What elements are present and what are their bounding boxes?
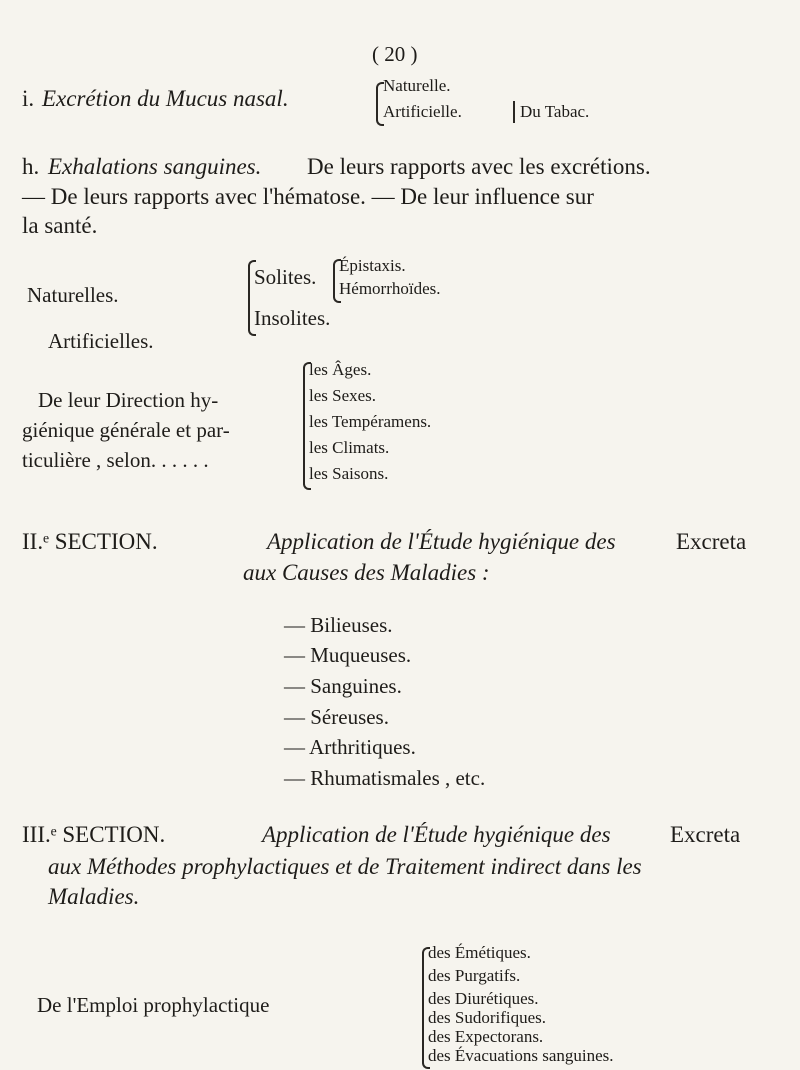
emploi-item-3: des Diurétiques. bbox=[428, 989, 539, 1008]
section-3-title-a: Application de l'Étude hygiénique des bbox=[262, 822, 611, 847]
section-2-item-1: — Bilieuses. bbox=[284, 613, 393, 637]
item-i-option-2: Artificielle. bbox=[383, 102, 462, 121]
section-2-heading: II.ᵉ SECTION. bbox=[22, 529, 158, 554]
direction-line-1: De leur Direction hy- bbox=[38, 388, 219, 412]
emploi-item-2: des Purgatifs. bbox=[428, 966, 521, 985]
item-i-number: i. bbox=[22, 86, 35, 111]
section-2-title-b: Excreta bbox=[676, 529, 747, 554]
direction-line-2: giénique générale et par- bbox=[22, 418, 230, 442]
emploi-label: De l'Emploi prophylactique bbox=[37, 993, 270, 1017]
emploi-item-4: des Sudorifiques. bbox=[428, 1008, 547, 1027]
solites-item-1: Épistaxis. bbox=[339, 256, 406, 275]
emploi-item-6: des Évacuations sanguines. bbox=[428, 1046, 614, 1065]
item-h-text-3: la santé. bbox=[22, 213, 98, 238]
section-2-item-5: — Arthritiques. bbox=[284, 735, 416, 759]
page-number: ( 20 ) bbox=[372, 42, 418, 66]
solites-item-2: Hémorrhoïdes. bbox=[339, 279, 441, 298]
section-2-item-4: — Séreuses. bbox=[284, 705, 389, 729]
item-i-side-brace bbox=[513, 101, 515, 123]
direction-item-1: les Âges. bbox=[309, 360, 372, 379]
direction-line-3: ticulière , selon. . . . . . bbox=[22, 448, 209, 472]
emploi-item-5: des Expectorans. bbox=[428, 1027, 544, 1046]
section-3-title-line2: aux Méthodes prophylactiques et de Traitement indirect dans les bbox=[48, 854, 642, 879]
section-2-title-a: Application de l'Étude hygiénique des bbox=[267, 529, 616, 554]
item-i-title: Excrétion du Mucus nasal. bbox=[42, 86, 289, 111]
item-h-label: h. bbox=[22, 154, 40, 179]
insolites-label: Insolites. bbox=[254, 306, 331, 330]
emploi-item-1: des Émétiques. bbox=[428, 943, 531, 962]
section-3-title-b: Excreta bbox=[670, 822, 741, 847]
direction-item-2: les Sexes. bbox=[309, 386, 377, 405]
solites-label: Solites. bbox=[254, 265, 317, 289]
item-i-side: Du Tabac. bbox=[520, 102, 590, 121]
section-2-item-3: — Sanguines. bbox=[284, 674, 402, 698]
section-2-item-2: — Muqueuses. bbox=[284, 643, 412, 667]
direction-item-3: les Tempéramens. bbox=[309, 412, 432, 431]
naturelles-label: Naturelles. bbox=[27, 283, 119, 307]
direction-item-4: les Climats. bbox=[309, 438, 390, 457]
artificielles-label: Artificielles. bbox=[48, 329, 154, 353]
section-3-title-line3: Maladies. bbox=[48, 884, 140, 909]
section-2-title-line2: aux Causes des Maladies : bbox=[243, 560, 490, 585]
item-i-option-1: Naturelle. bbox=[383, 76, 451, 95]
section-2-item-6: — Rhumatismales , etc. bbox=[284, 766, 486, 790]
section-3-heading: III.ᵉ SECTION. bbox=[22, 822, 166, 847]
item-h-text-1: De leurs rapports avec les excrétions. bbox=[307, 154, 651, 179]
direction-item-5: les Saisons. bbox=[309, 464, 389, 483]
item-h-text-2: — De leurs rapports avec l'hématose. — De leur influence sur bbox=[22, 184, 594, 209]
item-h-title: Exhalations sanguines. bbox=[48, 154, 262, 179]
